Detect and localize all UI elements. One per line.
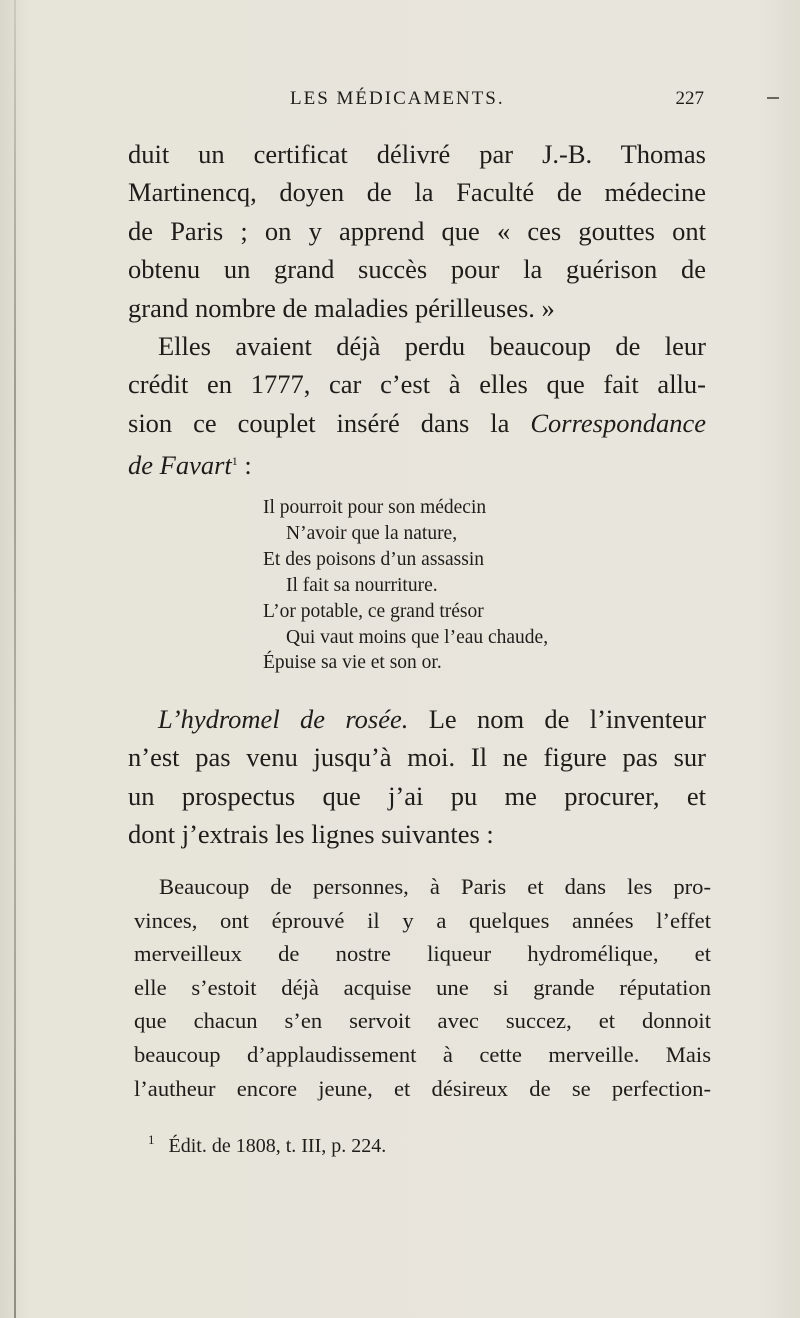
binding-gutter: [14, 0, 16, 1318]
quote-line: merveilleux de nostre liqueur hydromélique, et: [134, 941, 711, 967]
text-line: [128, 442, 706, 484]
paragraph-2: [128, 327, 706, 485]
italic-title: Correspondance: [530, 407, 706, 438]
verse-line: L’or potable, ce grand trésor: [263, 600, 484, 622]
text-line: dont j’extrais les lignes suivantes :: [128, 819, 494, 850]
footnote-marker: 1: [148, 1132, 155, 1147]
text-line: Martinencq, doyen de la Faculté de médecine: [128, 177, 706, 208]
text-line: obtenu un grand succès pour la guérison de: [128, 254, 706, 285]
verse-line: Il pourroit pour son médecin: [263, 497, 487, 518]
quote-line: elle s’estoit déjà acquise une si grande réputation: [134, 974, 711, 1000]
margin-mark: [767, 97, 779, 99]
verse-line: Qui vaut moins que l’eau chaude,: [286, 626, 549, 648]
text-line: Elles avaient déjà perdu beaucoup de leur: [158, 331, 706, 361]
italic-title: L’hydromel de rosée.: [158, 704, 409, 734]
running-head: LES MÉDICAMENTS.: [290, 88, 505, 109]
text-run: Le nom de l’inventeur: [408, 704, 706, 734]
verse-line: N’avoir que la nature,: [286, 522, 458, 544]
text-line: un prospectus que j’ai pu me procurer, et: [128, 780, 706, 811]
text-line: duit un certificat délivré par J.-B. Thomas: [128, 139, 706, 169]
verse-line: Épuise sa vie et son or.: [263, 652, 442, 674]
quote-line: Beaucoup de personnes, à Paris et dans les pro-: [159, 874, 711, 899]
italic-title: de Favart: [128, 450, 232, 481]
text-line: [128, 404, 706, 442]
text-line: crédit en 1777, car c’est à elles que fait allu-: [128, 369, 706, 400]
paragraph-1: [128, 135, 706, 327]
paragraph-3: [128, 700, 706, 854]
verse-block: [263, 495, 548, 676]
page-header: [290, 88, 704, 114]
quote-line: que chacun s’en servoit avec succez, et donnoit: [134, 1008, 711, 1034]
verse-line: Et des poisons d’un assassin: [263, 548, 484, 570]
text-line: de Paris ; on y apprend que « ces gouttes ont: [128, 215, 706, 246]
text-run: :: [237, 450, 252, 481]
text-line: grand nombre de maladies périlleuses. »: [128, 292, 555, 323]
text-run: sion ce couplet inséré dans la: [128, 407, 531, 438]
text-line: n’est pas venu jusqu’à moi. Il ne figure pas sur: [128, 742, 706, 773]
quote-line: beaucoup d’applaudissement à cette merveille. Mais: [134, 1041, 711, 1067]
footnote-reference: 1: [231, 454, 238, 469]
footnote-text: Édit. de 1808, t. III, p. 224.: [168, 1135, 387, 1157]
text-line: [128, 700, 706, 738]
verse-line: Il fait sa nourriture.: [286, 574, 438, 596]
footnote: [148, 1132, 386, 1158]
quote-line: vinces, ont éprouvé il y a quelques années l’effet: [134, 907, 711, 933]
page-number: 227: [675, 88, 704, 109]
quote-line: l’autheur encore jeune, et désireux de se perfection-: [134, 1075, 711, 1101]
quoted-passage: [134, 870, 711, 1105]
